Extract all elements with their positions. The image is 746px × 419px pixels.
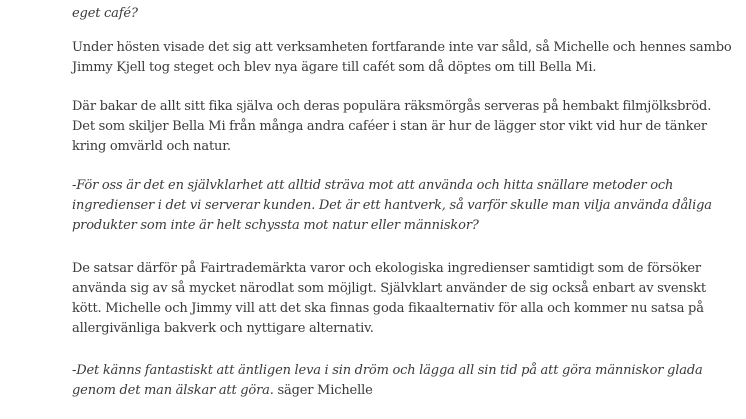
text-line: kött. Michelle och Jimmy vill att det ska finnas goda fikaalternativ för alla och kommer nu satsa på: [72, 301, 704, 316]
text-line: produkter som inte är helt schyssta mot natur eller människor?: [72, 218, 479, 233]
paragraph-ownership: [72, 38, 732, 78]
text-line: De satsar därför på Fairtrademärkta varor och ekologiska ingredienser samtidigt som de försöker: [72, 261, 701, 276]
text-line: -Det känns fantastiskt att äntligen leva i sin dröm och lägga all sin tid på att göra människor glada: [72, 363, 703, 378]
quote-tail: genom det man älskar att göra.: [72, 383, 274, 398]
paragraph-ingredients: [72, 259, 706, 339]
text-line: allergivänliga bakverk och nyttigare alternativ.: [72, 321, 374, 336]
text-line: -För oss är det en självklarhet att alltid sträva mot att använda och hitta snällare metoder och: [72, 178, 674, 193]
intro-question-fragment: [72, 4, 138, 24]
quote-craftsmanship: [72, 176, 712, 236]
paragraph-baking: [72, 97, 711, 157]
quote-attribution: säger Michelle: [273, 383, 373, 398]
text-line: Under hösten visade det sig att verksamheten fortfarande inte var såld, så Michelle och hennes sambo: [72, 40, 732, 55]
text-line: använda sig av så mycket närodlat som möjligt. Självklart använder de sig också enbart av svenskt: [72, 281, 706, 296]
text-line: Där bakar de allt sitt fika själva och deras populära räksmörgås serveras på hembakt filmjölksbröd.: [72, 99, 712, 114]
text-line: Jimmy Kjell tog steget och blev nya ägare till cafét som då döptes om till Bella Mi.: [72, 60, 597, 75]
text-line: [72, 381, 703, 401]
text-line: Det som skiljer Bella Mi från många andra caféer i stan är hur de lägger stor vikt vid hur de tänker: [72, 119, 707, 134]
text-line: eget café?: [72, 6, 138, 21]
text-line: ingredienser i det vi serverar kunden. Det är ett hantverk, så varför skulle man vilja använda dåliga: [72, 198, 712, 213]
text-line: kring omvärld och natur.: [72, 139, 231, 154]
quote-dream: [72, 361, 703, 401]
